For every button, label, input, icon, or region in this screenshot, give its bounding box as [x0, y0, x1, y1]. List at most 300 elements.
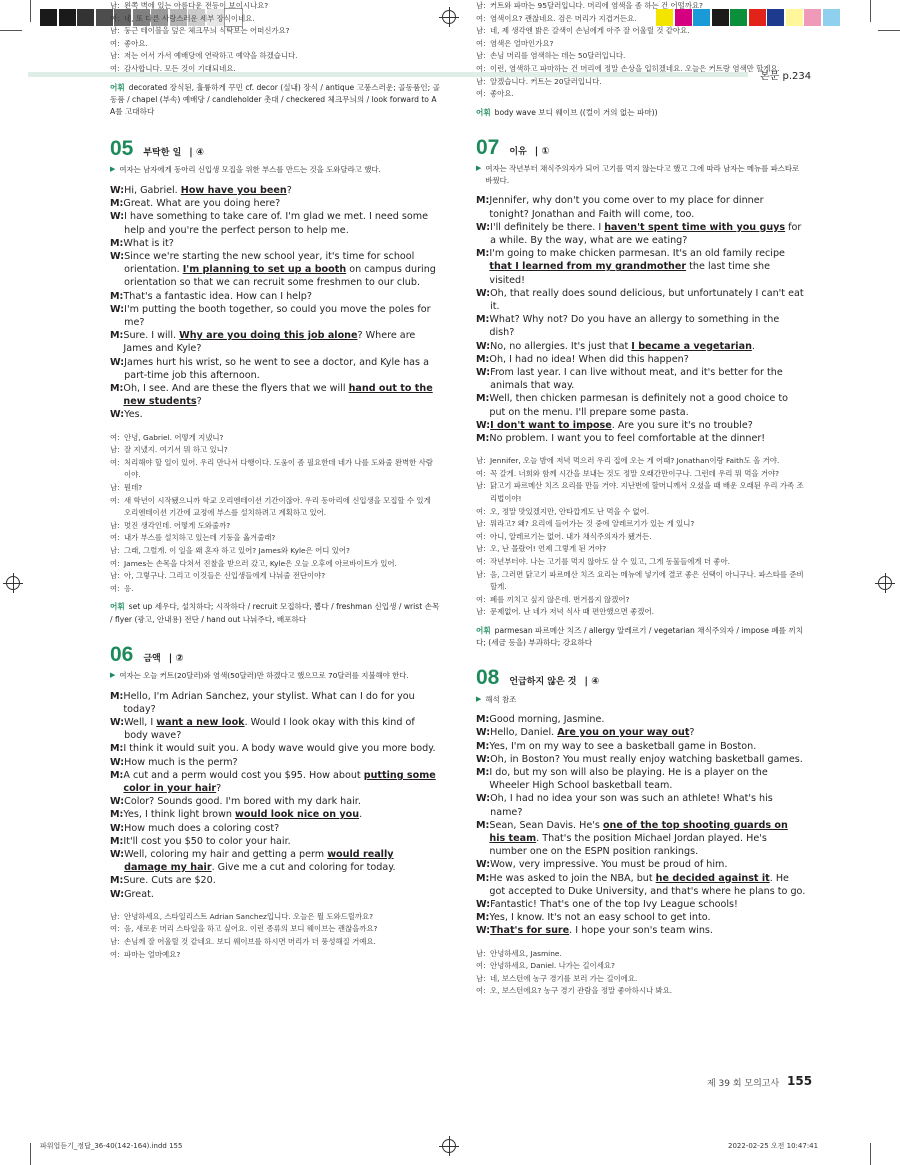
underlined-answer: one of the top shooting guards on his team	[489, 819, 788, 844]
korean-line	[476, 506, 806, 519]
line-text: 손님께 잘 어울릴 것 같네요. 보디 웨이브를 하시면 머리가 더 풍성해질 거예요.	[124, 936, 376, 946]
text-run: I think it would suit you. A body wave would give you more body.	[123, 743, 436, 755]
vocabulary	[110, 601, 440, 625]
speaker-label: M:	[110, 290, 124, 302]
triangle-bullet-icon: ▶	[476, 694, 482, 703]
text-run: I have something to take care of. I'm glad we met. I need some help and you're the perfect person to help me.	[124, 211, 428, 236]
dialogue-line	[476, 194, 806, 220]
line-text: 안녕하세요, Daniel. 나가는 길이세요?	[490, 961, 615, 971]
text-run: Jennifer, why don't you come over to my place for dinner tonight? Jonathan and Faith will come, too.	[489, 195, 764, 220]
vocab-text: set up 세우다, 설치하다; 시작하다 / recruit 모집하다, 뽑다 / freshman 신입생 / wrist 손목 / flyer (광고, 안내용) 전단 / hand out 나눠주다, 배포하다	[110, 602, 440, 624]
korean-line	[476, 88, 806, 101]
dialogue-line	[110, 408, 440, 421]
speaker-label: 여:	[476, 38, 486, 48]
text-run: Oh, I had no idea! When did this happen?	[489, 353, 689, 365]
triangle-bullet-icon: ▶	[476, 164, 482, 173]
text-run: Oh, that really does sound delicious, but unfortunately I can't eat it.	[490, 287, 804, 312]
dialogue-line	[476, 392, 806, 418]
speaker-label: M:	[476, 248, 490, 260]
korean-line	[476, 543, 806, 556]
speaker-label: M:	[476, 912, 490, 924]
underlined-answer: haven't spent time with you guys	[604, 221, 786, 233]
dialogue-line	[110, 237, 440, 250]
text-run: Oh, I had no idea your son was such an athlete! What's his name?	[490, 793, 773, 818]
text-run: Oh, I see. And are these the flyers that we will	[123, 383, 349, 395]
line-text	[123, 808, 440, 821]
speaker-label: W:	[110, 409, 125, 421]
underlined-answer: putting some color in your hair	[123, 769, 436, 794]
dialogue-line	[476, 792, 806, 818]
dialogue-line	[476, 340, 806, 353]
dialogue-line	[476, 247, 806, 287]
line-text	[123, 290, 440, 303]
text-run: It'll cost you $50 to color your hair.	[123, 835, 291, 847]
speaker-label: 남:	[476, 481, 486, 491]
dialogue-line	[476, 898, 806, 911]
crop-mark	[0, 30, 22, 31]
line-text	[123, 197, 440, 210]
line-text	[489, 713, 806, 726]
korean-translation-continued	[476, 0, 806, 101]
text-run: Fantastic! That's one of the top Ivy League schools!	[490, 898, 738, 910]
dialogue-line	[110, 808, 440, 821]
korean-line	[110, 911, 440, 924]
text-run: ? Where are James and Kyle?	[123, 330, 416, 355]
dialogue-line	[476, 419, 806, 432]
underlined-answer: hand out to the new students	[123, 383, 433, 408]
korean-line	[476, 569, 806, 594]
line-text	[124, 356, 440, 382]
korean-line	[476, 468, 806, 481]
line-text: 내가 부스를 설치하고 있는데 기둥을 옮겨줄래?	[124, 533, 276, 543]
speaker-label: 남:	[476, 973, 486, 983]
english-dialogue	[110, 690, 440, 901]
line-text	[124, 303, 440, 329]
line-text: 알겠습니다. 커트는 20달러입니다.	[490, 76, 602, 86]
line-text: 뭐라고? 왜? 요리에 들어가는 것 중에 알레르기가 있는 게 있니?	[490, 519, 695, 529]
line-text	[123, 690, 440, 716]
speaker-label: 여:	[110, 457, 120, 467]
line-text: 뭔데?	[124, 483, 143, 492]
question-number: 08	[476, 666, 500, 690]
speaker-label: 남:	[476, 569, 486, 579]
speaker-label: 남:	[476, 456, 486, 466]
dialogue-line	[110, 888, 440, 901]
dialogue-line	[110, 184, 440, 197]
korean-line	[110, 25, 440, 38]
speaker-label: 남:	[110, 520, 120, 530]
line-text: 네, 제 생각엔 밝은 갈색이 손님에게 아주 잘 어울릴 것 같아요.	[490, 26, 690, 36]
text-run: the last time she visited!	[489, 261, 771, 286]
line-text	[490, 726, 806, 739]
speaker-label: 여:	[476, 986, 486, 996]
dialogue-line	[476, 753, 806, 766]
speaker-label: M:	[110, 809, 124, 821]
dialogue-line	[110, 356, 440, 382]
speaker-label: W:	[476, 859, 491, 871]
korean-line	[476, 985, 806, 998]
korean-line	[476, 50, 806, 63]
right-column	[476, 0, 806, 998]
line-text: 저는 어서 가서 예배당에 연락하고 예약을 하겠습니다.	[124, 51, 298, 61]
speaker-label: W:	[110, 822, 125, 834]
korean-line	[110, 482, 440, 495]
speaker-label: W:	[110, 756, 125, 768]
speaker-label: 여:	[476, 89, 486, 99]
line-text	[124, 250, 440, 290]
crop-mark	[30, 0, 31, 22]
line-text	[124, 408, 440, 421]
dialogue-line	[110, 822, 440, 835]
speaker-label: 남:	[110, 936, 120, 946]
korean-line	[476, 480, 806, 505]
line-text: 작년부터야. 나는 고기를 먹지 않아도 살 수 있고, 그게 동물들에게 더 좋아.	[490, 556, 730, 566]
vocab-label: 어휘	[476, 625, 491, 635]
dialogue-line	[110, 382, 440, 408]
line-text: 염색은 얼마인가요?	[490, 38, 554, 48]
dialogue-line	[476, 911, 806, 924]
speaker-label: 남:	[476, 76, 486, 86]
text-run: . Are you sure it's no trouble?	[611, 419, 753, 431]
question-type: 금액	[143, 653, 161, 664]
answer-summary: ▶ 여자는 오늘 커트(20달러)와 염색(50달러)만 하겠다고 했으므로 70달러를 지불해야 한다.	[110, 670, 409, 680]
korean-line	[476, 606, 806, 619]
speaker-label: 여:	[110, 13, 120, 23]
underlined-answer: he decided against it	[655, 872, 770, 884]
dialogue-line	[110, 250, 440, 290]
vocab-text: parmesan 파르메산 치즈 / allergy 알레르기 / vegetarian 채식주의자 / impose 폐를 끼치다; (세금 등을) 부과하다; 강요하다	[476, 625, 804, 648]
line-text: 응.	[124, 583, 134, 593]
text-run: Great.	[124, 888, 154, 900]
speaker-label: 여:	[110, 533, 120, 543]
korean-line	[476, 948, 806, 961]
speaker-label: 남:	[476, 948, 486, 958]
line-text	[123, 769, 440, 795]
line-text: 이런, 염색하고 파마하는 건 머리에 정말 손상을 입히겠네요. 오늘은 커트랑 염색만 할게요.	[490, 63, 780, 73]
speaker-label: M:	[110, 330, 124, 342]
page-number: 155	[787, 1074, 813, 1088]
korean-line	[476, 25, 806, 38]
registration-mark-icon	[878, 576, 892, 590]
text-run: . He got accepted to Duke University, and that's where he plans to go.	[489, 872, 806, 897]
text-run: ?	[216, 782, 222, 794]
line-text: 잘 지냈지. 여기서 뭐 하고 있니?	[124, 445, 228, 455]
speaker-label: M:	[110, 835, 124, 847]
line-text	[123, 835, 440, 848]
line-text	[124, 822, 440, 835]
dialogue-line	[110, 874, 440, 887]
english-dialogue	[110, 184, 440, 422]
line-text: 음, 그러면 닭고기 파르메산 치즈 요리는 메뉴에 넣기에 결코 좋은 선택이 아니구나. 파스타를 준비할게.	[490, 569, 804, 592]
color-swatch	[59, 9, 76, 26]
korean-line	[110, 545, 440, 558]
crop-mark	[30, 1143, 31, 1165]
dialogue-line	[476, 872, 806, 898]
text-run: He was asked to join the NBA, but	[489, 872, 656, 884]
line-text: 감사합니다. 모든 것이 기대되네요.	[124, 63, 236, 73]
speaker-label: 여:	[110, 558, 120, 568]
speaker-label: W:	[476, 221, 491, 233]
left-column	[110, 0, 440, 961]
text-run: Sean, Sean Davis. He's	[489, 819, 603, 831]
previous-korean-translation	[110, 0, 440, 76]
korean-line	[476, 38, 806, 51]
dialogue-line	[476, 766, 806, 792]
underlined-answer: Why are you doing this job alone	[179, 330, 358, 342]
text-run: Color? Sounds good. I'm bored with my dark hair.	[124, 796, 361, 808]
line-text: James는 손목을 다쳐서 진찰을 받으러 갔고, Kyle은 오늘 오후에 아르바이트가 있어.	[124, 558, 397, 568]
text-run: ?	[286, 184, 292, 196]
text-run: I'm going to make chicken parmesan. It's an old family recipe	[489, 248, 785, 260]
speaker-label: M:	[476, 195, 490, 207]
question-type: 부탁한 일	[143, 148, 182, 159]
text-run: Sure. Cuts are $20.	[123, 875, 216, 887]
page-reference: 본문 p.234	[760, 71, 812, 82]
line-text: 파마는 얼마예요?	[124, 949, 181, 959]
line-text	[123, 382, 440, 408]
answer-badge: | ④	[189, 147, 204, 159]
line-text	[490, 898, 806, 911]
text-run: I do, but my son will also be playing. He is a player on the Wheeler High School basketball team.	[489, 766, 768, 792]
line-text: 폐를 끼치고 싶지 않은데. 번거롭지 않겠어?	[490, 594, 630, 604]
line-text: 처리해야 할 일이 있어. 우리 만나서 다행이다. 도움이 좀 필요한데 네가 나를 도와줄 완벽한 사람이야.	[124, 457, 433, 480]
text-run: Well, I	[124, 716, 157, 728]
korean-line	[110, 520, 440, 533]
korean-line	[110, 0, 440, 13]
line-text	[490, 792, 806, 818]
speaker-label: 남:	[110, 571, 120, 581]
dialogue-line	[110, 197, 440, 210]
speaker-label: W:	[476, 727, 491, 739]
dialogue-line	[476, 366, 806, 392]
line-text	[489, 392, 806, 418]
line-text	[123, 237, 440, 250]
line-text: 네, 보스턴에 농구 경기를 보러 가는 길이에요.	[490, 973, 638, 983]
line-text: 염색이요? 괜찮네요. 검은 머리가 지겹거든요.	[490, 13, 637, 23]
line-text	[490, 340, 806, 353]
korean-line	[110, 583, 440, 596]
english-dialogue	[476, 194, 806, 445]
registration-mark-icon	[6, 576, 20, 590]
speaker-label: M:	[476, 393, 490, 405]
line-text	[123, 329, 440, 355]
text-run: Well, coloring my hair and getting a perm	[124, 848, 328, 860]
vocab-label: 어휘	[476, 107, 491, 117]
line-text: 커트와 파마는 95달러입니다. 머리에 염색을 좀 하는 건 어떨까요?	[490, 1, 703, 10]
speaker-label: 남:	[476, 544, 486, 554]
korean-line	[110, 570, 440, 583]
korean-line	[476, 960, 806, 973]
color-swatch	[40, 9, 57, 26]
line-text: 좋아요.	[490, 89, 514, 99]
speaker-label: M:	[476, 766, 490, 778]
dialogue-line	[476, 924, 806, 937]
crop-mark	[878, 30, 900, 31]
line-text: 닭고기 파르메산 치즈 요리를 만들 거야. 지난번에 할머니께서 오셨을 때 배운 오래된 우리 가족 조리법이야!	[490, 481, 804, 503]
speaker-label: 여:	[476, 13, 486, 23]
korean-line	[110, 532, 440, 545]
question-06	[110, 642, 440, 961]
speaker-label: W:	[110, 716, 125, 728]
korean-line	[476, 556, 806, 569]
speaker-label: 여:	[476, 531, 486, 541]
dialogue-line	[110, 290, 440, 303]
korean-line	[110, 457, 440, 482]
underlined-answer: I'm planning to set up a booth	[182, 264, 347, 276]
line-text	[489, 194, 806, 220]
speaker-label: W:	[110, 211, 125, 223]
speaker-label: W:	[110, 888, 125, 900]
text-run: No problem. I want you to feel comfortable at the dinner!	[489, 433, 766, 444]
line-text	[489, 740, 806, 753]
speaker-label: M:	[110, 383, 124, 395]
speaker-label: 여:	[110, 432, 120, 442]
text-run: From last year. I can live without meat, and it's better for the animals that way.	[490, 366, 783, 392]
text-run: Wow, very impressive. You must be proud of him.	[490, 859, 728, 871]
text-run: No, no allergies. It's just that	[490, 340, 632, 352]
speaker-label: 여:	[110, 38, 120, 48]
dialogue-line	[110, 795, 440, 808]
dialogue-line	[476, 740, 806, 753]
dialogue-line	[110, 769, 440, 795]
question-type: 언급하지 않은 것	[509, 677, 577, 688]
speaker-label: M:	[110, 690, 124, 702]
question-type: 이유	[509, 146, 527, 157]
korean-line	[476, 455, 806, 468]
speaker-label: M:	[476, 819, 490, 831]
speaker-label: 남:	[110, 26, 120, 36]
line-text: 안녕하세요, 스타일리스트 Adrian Sanchez입니다. 오늘은 뭘 도와드릴까요?	[124, 911, 374, 921]
vocab-text: decorated 장식된, 훌륭하게 꾸민 cf. decor (실내) 장식 / antique 고풍스러운; 골동품인; 골동품 / chapel (부속) 예배당 / candleholder 촛대 / checkered 체크무늬의 / look forward to A A를 고대하다	[110, 82, 440, 116]
speaker-label: 여:	[110, 924, 120, 934]
speaker-label: 남:	[110, 445, 120, 455]
korean-line	[110, 558, 440, 571]
speaker-label: W:	[476, 340, 491, 352]
underlined-answer: want a new look	[156, 716, 245, 728]
underlined-answer: How have you been	[180, 184, 287, 196]
korean-line	[476, 518, 806, 531]
dialogue-line	[110, 848, 440, 874]
speaker-label: 여:	[476, 468, 486, 478]
speaker-label: 여:	[110, 583, 120, 593]
line-text: 멋진 생각인데. 어떻게 도와줄까?	[124, 520, 231, 530]
text-run: on campus during orientation so that we can recruit some freshmen to our club.	[124, 264, 436, 289]
speaker-label: W:	[110, 848, 125, 860]
line-text: 안녕하세요, Jasmine.	[490, 948, 562, 958]
text-run: I'm putting the booth together, so could you move the poles for me?	[124, 303, 431, 328]
line-text: 손님 머리를 염색하는 데는 50달러입니다.	[490, 51, 626, 61]
korean-line	[476, 0, 806, 13]
line-text: Jennifer, 오늘 밤에 저녁 먹으러 우리 집에 오는 게 어때? Jonathan이랑 Faith도 올 거야.	[490, 456, 780, 466]
line-text	[489, 819, 806, 859]
question-number: 07	[476, 135, 500, 159]
text-run: Sure. I will.	[123, 330, 180, 342]
crop-mark	[870, 1143, 871, 1165]
speaker-label: 여:	[110, 495, 120, 505]
triangle-bullet-icon: ▶	[110, 165, 116, 174]
vocabulary	[476, 107, 806, 119]
text-run: ?	[196, 396, 202, 408]
answer-summary: ▶ 여자는 남자에게 동아리 신입생 모집을 위한 부스를 만드는 것을 도와달라고 했다.	[110, 165, 381, 175]
line-text: 그래, 그럴게. 이 일을 왜 혼자 하고 있어? James와 Kyle은 어디 있어?	[124, 545, 350, 555]
korean-line	[476, 76, 806, 89]
line-text: 꼭 갈게. 너희와 함께 시간을 보내는 것도 정말 오래간만이구나. 그런데 우리 뭐 먹을 거야?	[490, 468, 780, 478]
speaker-label: W:	[476, 419, 491, 431]
dialogue-line	[476, 713, 806, 726]
text-run: . That's the position Michael Jordan played. He's number one on the ESPN position rankings.	[489, 832, 767, 858]
text-run: What? Why not? Do you have an allergy to something in the dish?	[489, 314, 780, 339]
line-text: 오, 정말 맛있겠지만, 안타깝게도 난 먹을 수 없어.	[490, 506, 650, 516]
dialogue-line	[110, 716, 440, 742]
line-text	[490, 753, 806, 766]
line-text	[490, 419, 806, 432]
underlined-answer: That's for sure	[490, 925, 570, 937]
question-08	[476, 666, 806, 998]
line-text: 안녕, Gabriel. 어떻게 지냈니?	[124, 432, 224, 442]
korean-line	[110, 949, 440, 962]
korean-line	[110, 444, 440, 457]
speaker-label: 남:	[476, 607, 486, 617]
korean-line	[476, 63, 806, 76]
speaker-label: M:	[476, 353, 490, 365]
underlined-answer: Are you on your way out	[557, 727, 690, 739]
text-run: . Give me a cut and coloring for today.	[211, 862, 396, 874]
korean-translation	[476, 455, 806, 619]
line-text	[123, 874, 440, 887]
speaker-label: W:	[476, 366, 491, 378]
text-run: ?	[689, 727, 695, 739]
speaker-label: W:	[110, 356, 125, 368]
english-dialogue	[476, 713, 806, 937]
text-run: Great. What are you doing here?	[123, 198, 281, 210]
speaker-label: W:	[476, 898, 491, 910]
text-run: Yes, I know. It's not an easy school to get into.	[489, 912, 711, 924]
speaker-label: M:	[110, 769, 124, 781]
speaker-label: 여:	[110, 63, 120, 73]
text-run: How much is the perm?	[124, 756, 238, 768]
text-run: Oh, in Boston? You must really enjoy watching basketball games.	[490, 753, 803, 765]
speaker-label: 남:	[110, 545, 120, 555]
speaker-label: M:	[476, 433, 490, 444]
line-text	[124, 716, 440, 742]
underlined-answer: that I learned from my grandmother	[489, 261, 687, 273]
text-run: Well, then chicken parmesan is definitely not a good choice to put on the menu. I'll prepare some pasta.	[489, 393, 789, 418]
text-run: A cut and a perm would cost you $95. How about	[123, 769, 364, 781]
text-run: Hello, Daniel.	[490, 727, 558, 739]
korean-line	[110, 495, 440, 520]
speaker-label: W:	[476, 793, 491, 805]
line-text	[490, 287, 806, 313]
line-text: 아니, 알레르기는 없어. 내가 채식주의자가 됐거든.	[490, 531, 652, 541]
text-run: Hi, Gabriel.	[124, 184, 181, 196]
line-text: 네, 또 다른 사랑스러운 세부 장식이네요.	[124, 13, 255, 23]
crop-mark	[870, 0, 871, 22]
korean-line	[110, 50, 440, 63]
triangle-bullet-icon: ▶	[110, 670, 116, 679]
speaker-label: 여:	[476, 556, 486, 566]
text-run: Yes, I'm on my way to see a basketball game in Boston.	[489, 740, 757, 752]
korean-line	[110, 38, 440, 51]
underlined-answer: I don't want to impose	[490, 419, 612, 431]
dialogue-line	[476, 819, 806, 859]
dialogue-line	[110, 756, 440, 769]
speaker-label: W:	[476, 753, 491, 765]
speaker-label: W:	[110, 796, 125, 808]
speaker-label: W:	[476, 287, 491, 299]
color-swatch	[804, 9, 821, 26]
speaker-label: 여:	[476, 63, 486, 73]
korean-translation	[110, 432, 440, 596]
